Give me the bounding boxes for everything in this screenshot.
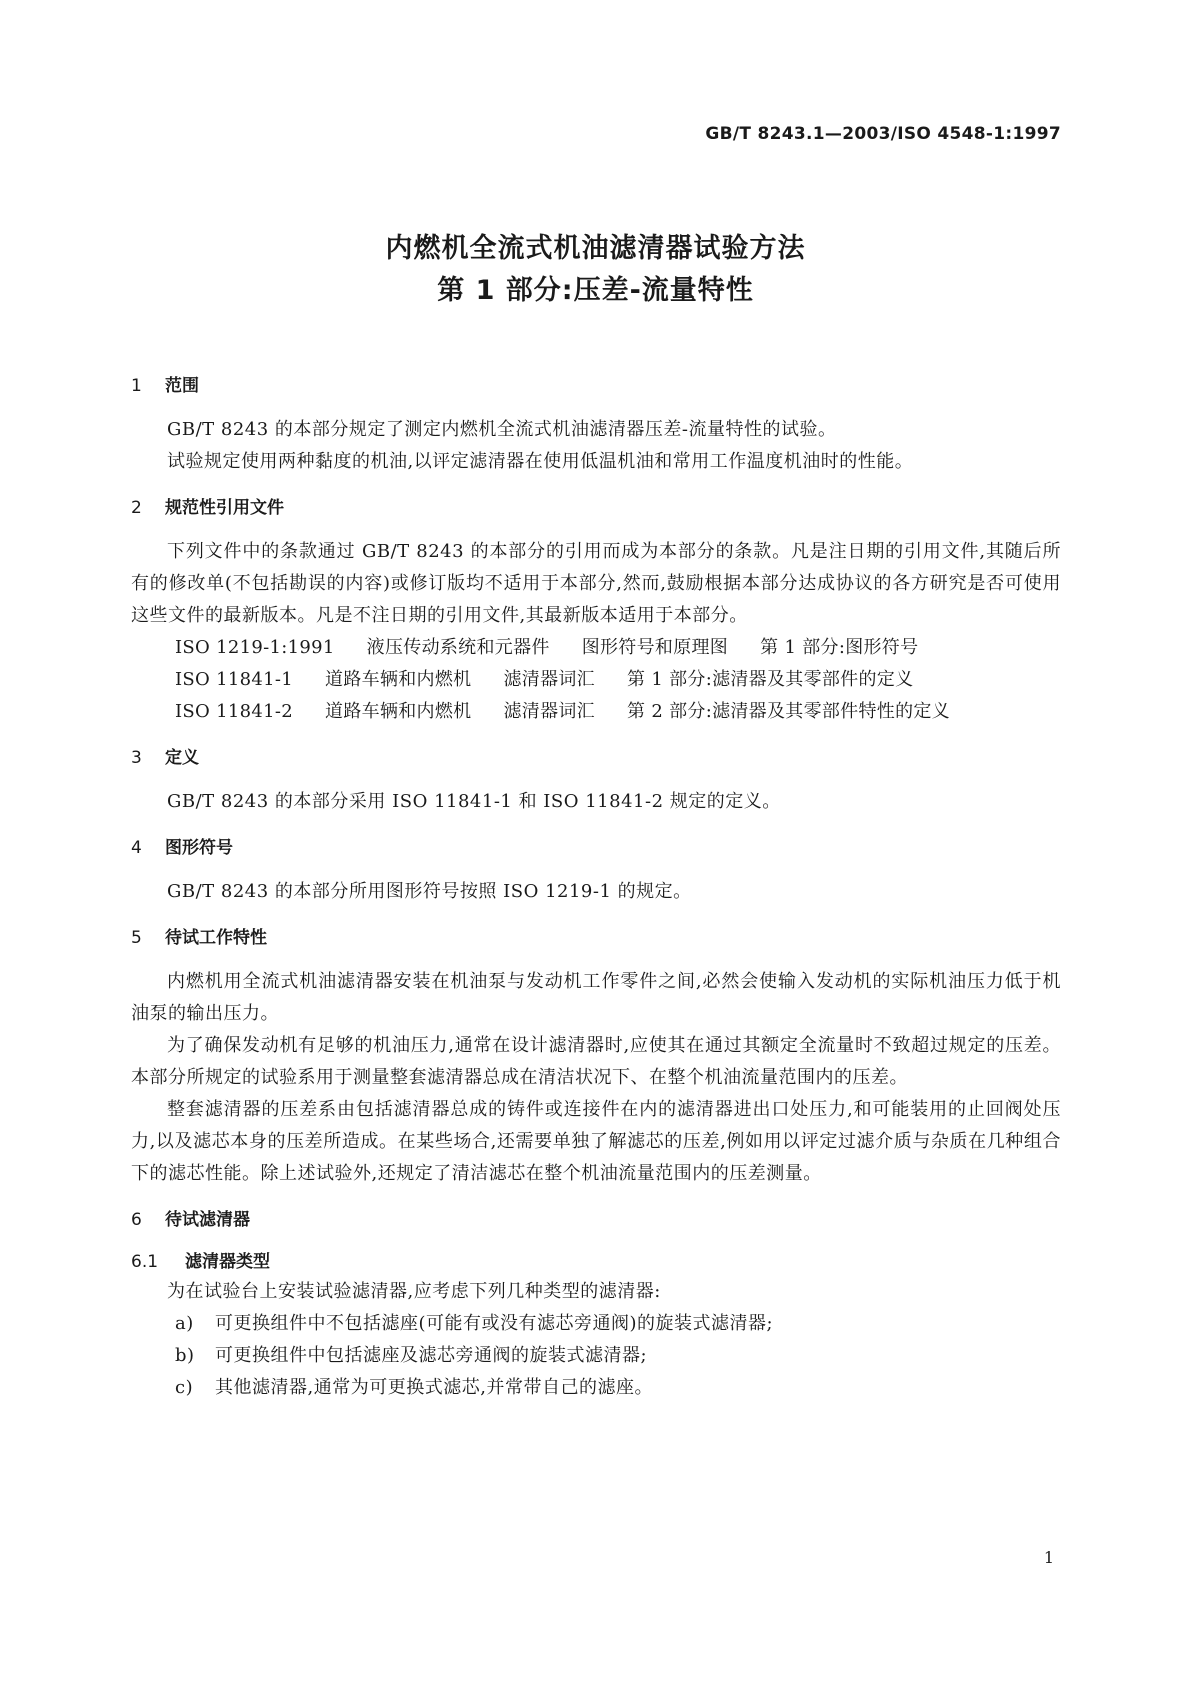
section-heading-4: [131, 834, 1061, 862]
subsection-heading-6-1: [131, 1248, 1061, 1276]
subsection-title: 滤清器类型: [185, 1252, 270, 1272]
section-heading-3: [131, 744, 1061, 772]
paragraph: 为了确保发动机有足够的机油压力,通常在设计滤清器时,应使其在通过其额定全流量时不致超过规定的压差。本部分所规定的试验系用于测量整套滤清器总成在清洁状况下、在整个机油流量范围内的压差。: [131, 1035, 1061, 1088]
section-number: 3: [131, 748, 142, 768]
list-item: [131, 1340, 1061, 1372]
reference-code: ISO 11841-1: [175, 669, 294, 690]
section-heading-2: [131, 494, 1061, 522]
reference-entry: [131, 696, 1061, 728]
paragraph: GB/T 8243 的本部分所用图形符号按照 ISO 1219-1 的规定。: [167, 881, 692, 902]
section-number: 4: [131, 838, 142, 858]
paragraph: GB/T 8243 的本部分采用 ISO 11841-1 和 ISO 11841-2 规定的定义。: [167, 791, 781, 812]
section-number: 2: [131, 498, 142, 518]
reference-part-b: 滤清器词汇: [503, 701, 595, 722]
section-heading-1: [131, 372, 1061, 400]
section-title: 图形符号: [165, 838, 233, 858]
list-text: 其他滤清器,通常为可更换式滤芯,并常带自己的滤座。: [215, 1377, 653, 1398]
paragraph: 试验规定使用两种黏度的机油,以评定滤清器在使用低温机油和常用工作温度机油时的性能。: [167, 451, 914, 472]
reference-part-b: 滤清器词汇: [503, 669, 595, 690]
section-heading-6: [131, 1206, 1061, 1234]
document-body: [131, 372, 1061, 1404]
section-number: 5: [131, 928, 142, 948]
list-text: 可更换组件中不包括滤座(可能有或没有滤芯旁通阀)的旋装式滤清器;: [215, 1313, 774, 1334]
reference-part-a: 道路车辆和内燃机: [325, 701, 472, 722]
section-number: 6: [131, 1210, 142, 1230]
list-marker: b): [175, 1345, 195, 1366]
section-title: 范围: [165, 376, 199, 396]
title-line-2: 第 1 部分:压差-流量特性: [437, 275, 754, 306]
list-marker: c): [175, 1377, 194, 1398]
reference-code: ISO 11841-2: [175, 701, 294, 722]
reference-part-a: 液压传动系统和元器件: [366, 637, 550, 658]
reference-entry: [131, 664, 1061, 696]
standard-id-header: GB/T 8243.1—2003/ISO 4548-1:1997: [705, 124, 1061, 144]
reference-part-b: 图形符号和原理图: [581, 637, 729, 658]
page-number: 1: [1043, 1548, 1054, 1567]
reference-code: ISO 1219-1:1991: [175, 637, 335, 658]
section-number: 1: [131, 376, 142, 396]
list-item: [131, 1308, 1061, 1340]
reference-part-c: 第 2 部分:滤清器及其零部件特性的定义: [627, 701, 950, 722]
list-marker: a): [175, 1313, 194, 1334]
reference-part-c: 第 1 部分:图形符号: [760, 637, 919, 658]
subsection-number: 6.1: [131, 1252, 159, 1272]
paragraph: 内燃机用全流式机油滤清器安装在机油泵与发动机工作零件之间,必然会使输入发动机的实际机油压力低于机油泵的输出压力。: [131, 971, 1061, 1024]
section-title: 待试滤清器: [165, 1210, 250, 1230]
reference-part-c: 第 1 部分:滤清器及其零部件的定义: [627, 669, 914, 690]
paragraph: 整套滤清器的压差系由包括滤清器总成的铸件或连接件在内的滤清器进出口处压力,和可能装用的止回阀处压力,以及滤芯本身的压差所造成。在某些场合,还需要单独了解滤芯的压差,例如用以评定过滤介质与杂质在几种组合下的滤芯性能。除上述试验外,还规定了清洁滤芯在整个机油流量范围内的压差测量。: [131, 1099, 1061, 1184]
title-line-1: 内燃机全流式机油滤清器试验方法: [385, 233, 806, 264]
list-item: [131, 1372, 1061, 1404]
reference-part-a: 道路车辆和内燃机: [325, 669, 472, 690]
section-heading-5: [131, 924, 1061, 952]
list-text: 可更换组件中包括滤座及滤芯旁通阀的旋装式滤清器;: [215, 1345, 648, 1366]
paragraph: 为在试验台上安装试验滤清器,应考虑下列几种类型的滤清器:: [167, 1281, 661, 1302]
paragraph: 下列文件中的条款通过 GB/T 8243 的本部分的引用而成为本部分的条款。凡是注日期的引用文件,其随后所有的修改单(不包括勘误的内容)或修订版均不适用于本部分,然而,鼓励根据本部分达成协议的各方研究是否可使用这些文件的最新版本。凡是不注日期的引用文件,其最新版本适用于本部分。: [131, 541, 1061, 626]
document-title: [0, 228, 1191, 312]
paragraph: GB/T 8243 的本部分规定了测定内燃机全流式机油滤清器压差-流量特性的试验。: [167, 419, 837, 440]
section-title: 规范性引用文件: [165, 498, 284, 518]
section-title: 待试工作特性: [165, 928, 267, 948]
reference-entry: [131, 632, 1061, 664]
section-title: 定义: [165, 748, 199, 768]
